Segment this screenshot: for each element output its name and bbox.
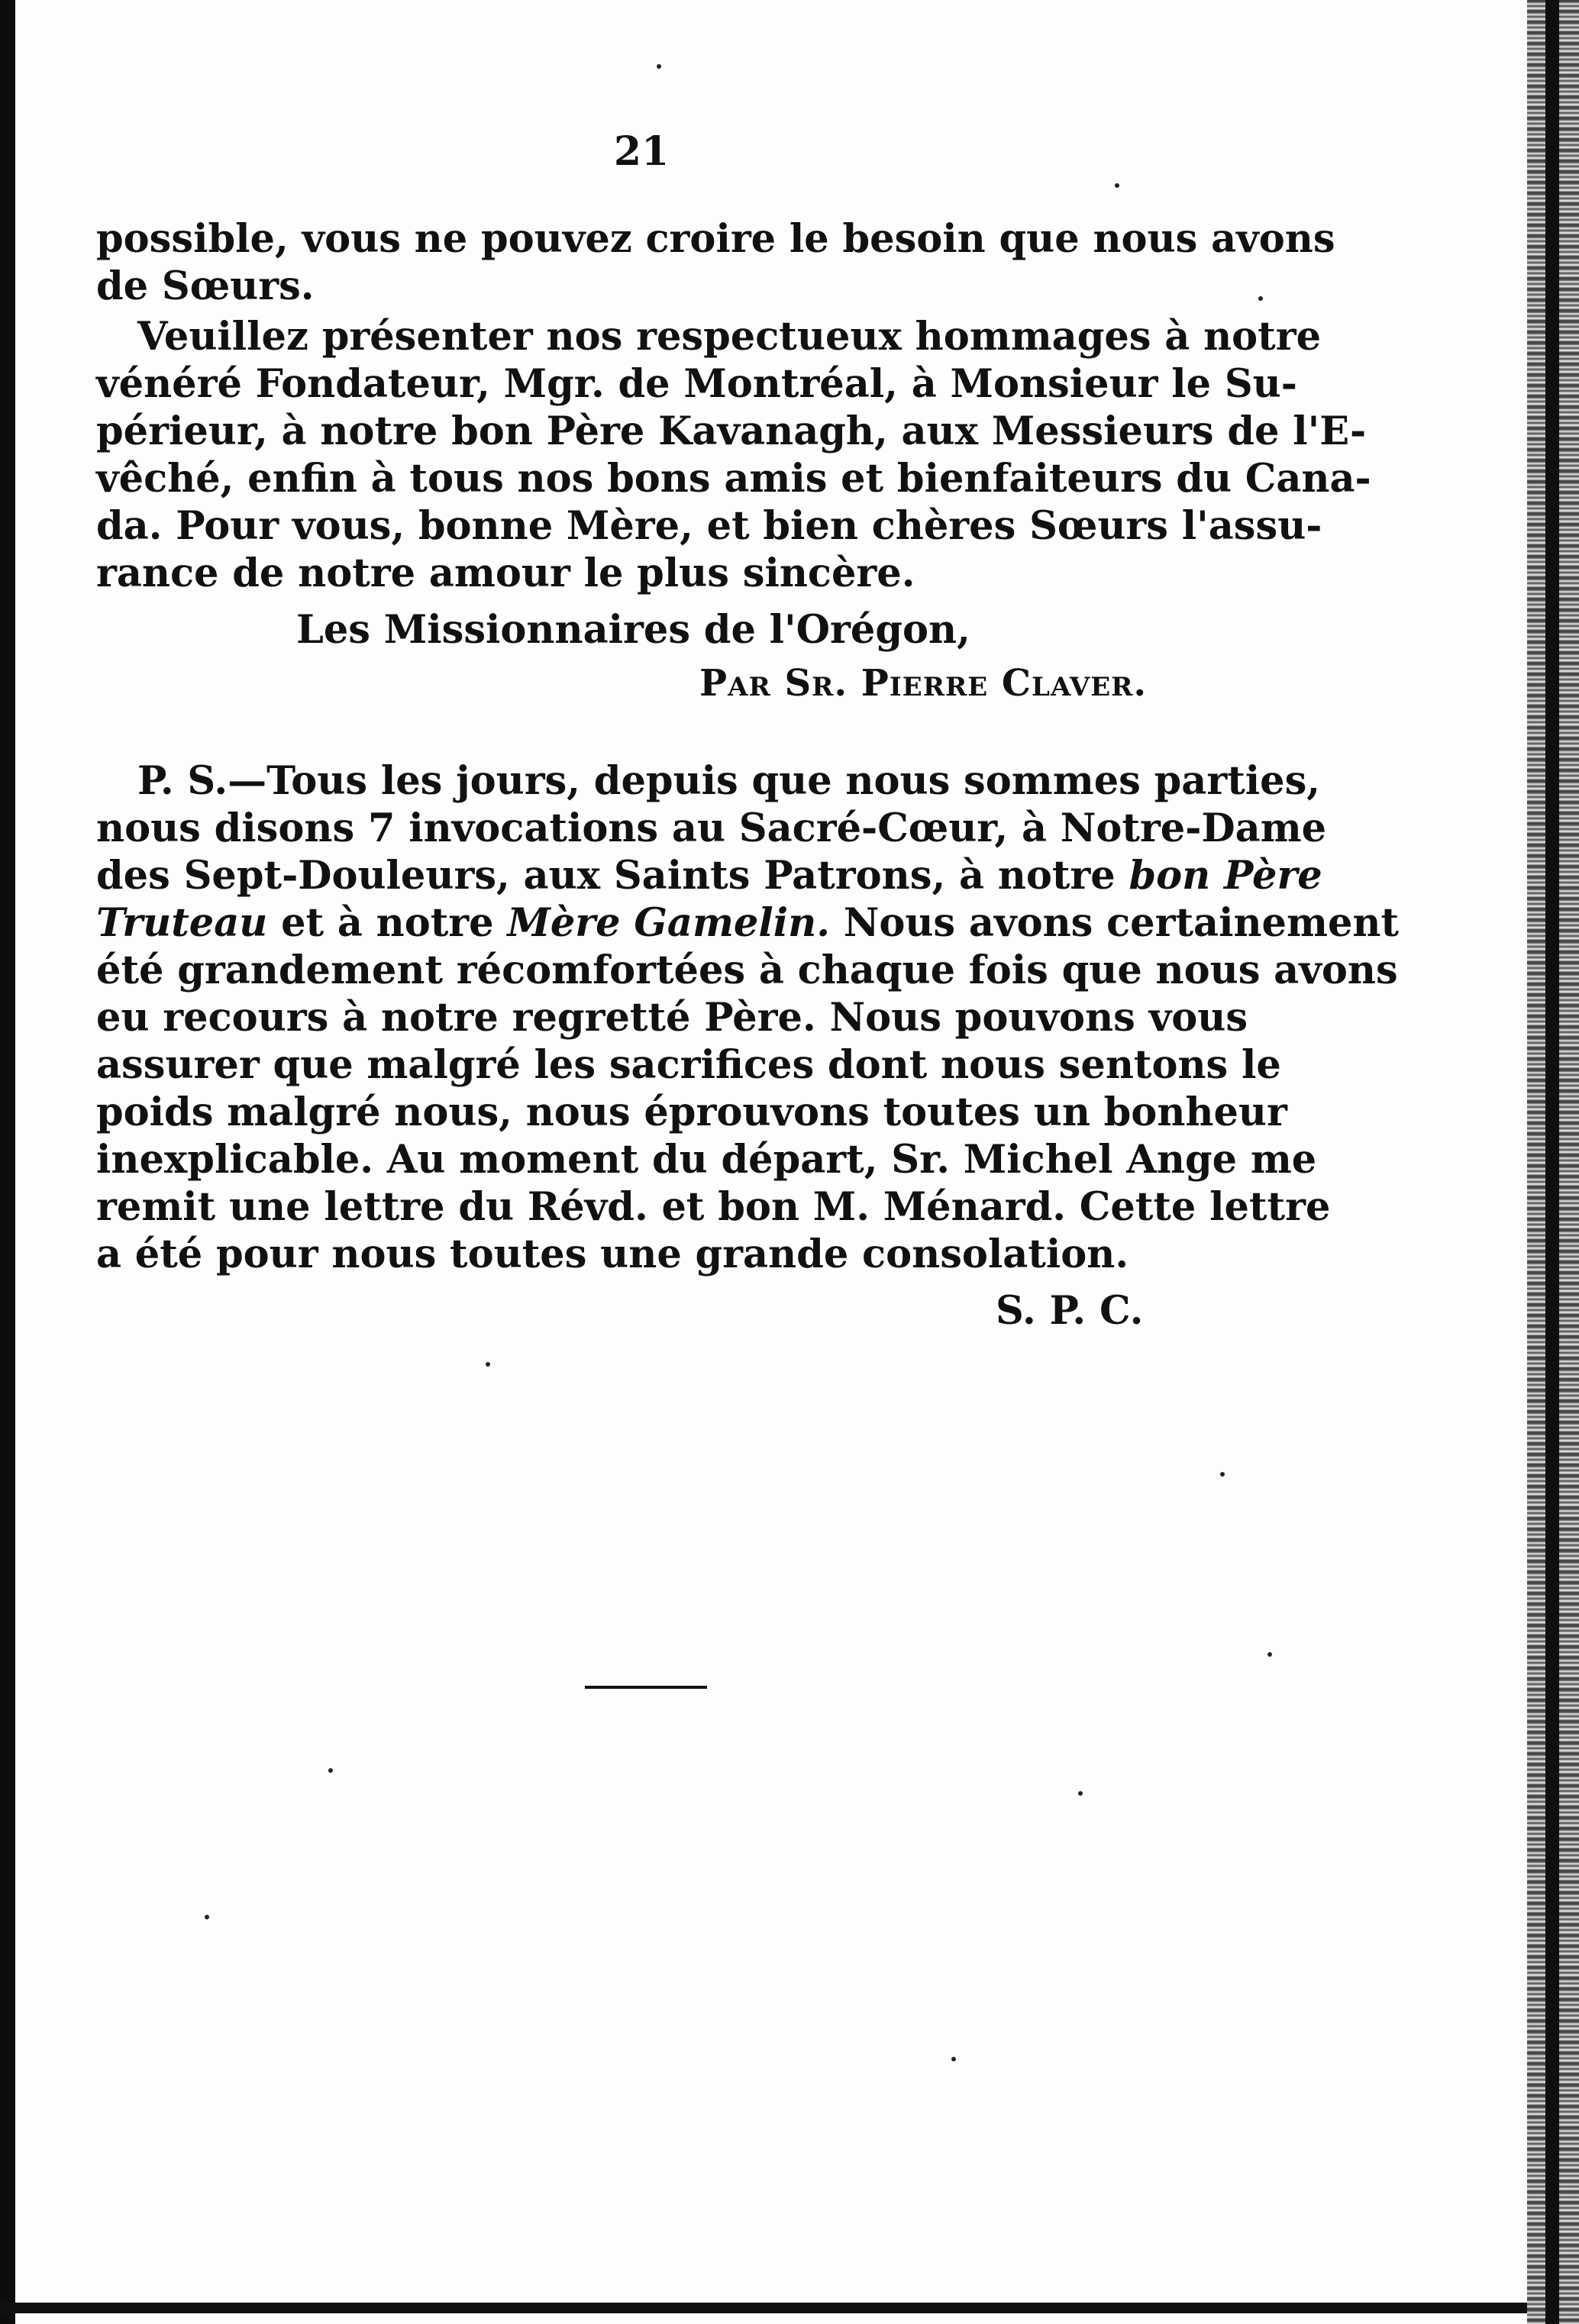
text-run: Nous avons certainement xyxy=(829,900,1400,946)
text-run: et à notre xyxy=(267,900,508,946)
postscript-line xyxy=(96,852,1322,899)
text-line: de Sœurs. xyxy=(96,263,315,309)
italic-run: Mère Gamelin. xyxy=(507,900,830,946)
postscript-line: été grandement récomfortées à chaque fois que nous avons xyxy=(96,947,1398,993)
text-line: périeur, à notre bon Père Kavanagh, aux Messieurs de l'E- xyxy=(96,408,1367,454)
text-line: Veuillez présenter nos respectueux hommages à notre xyxy=(137,314,1322,360)
scan-speck xyxy=(1115,183,1119,188)
text-line: vénéré Fondateur, Mgr. de Montréal, à Monsieur le Su- xyxy=(96,361,1297,407)
scan-speck xyxy=(1220,1472,1225,1477)
text-run: des Sept-Douleurs, aux Saints Patrons, à notre xyxy=(96,853,1129,899)
scan-speck xyxy=(486,1362,490,1367)
postscript-line: a été pour nous toutes une grande consolation. xyxy=(96,1231,1129,1277)
italic-run: Truteau xyxy=(96,900,268,946)
scan-speck xyxy=(951,2057,956,2061)
scan-speck xyxy=(1267,1652,1272,1657)
text-line: rance de notre amour le plus sincère. xyxy=(96,550,915,596)
postscript-line: P. S.—Tous les jours, depuis que nous sommes parties, xyxy=(137,758,1321,804)
scan-speck xyxy=(1078,1791,1083,1796)
page-number: 21 xyxy=(613,128,670,175)
postscript-line: remit une lettre du Révd. et bon M. Ménard. Cette lettre xyxy=(96,1184,1331,1230)
postscript-line: nous disons 7 invocations au Sacré-Cœur, à Notre-Dame xyxy=(96,805,1327,851)
scan-speck xyxy=(1258,296,1263,301)
section-divider xyxy=(585,1686,707,1689)
postscript-line: assurer que malgré les sacrifices dont nous sentons le xyxy=(96,1042,1281,1088)
postscript-line: inexplicable. Au moment du départ, Sr. Michel Ange me xyxy=(96,1137,1317,1183)
text-line: possible, vous ne pouvez croire le besoin que nous avons xyxy=(96,216,1335,262)
scan-speck xyxy=(657,64,661,69)
scan-speck xyxy=(205,1915,209,1919)
scan-border-right-inner xyxy=(1545,0,1559,2324)
postscript-line: poids malgré nous, nous éprouvons toutes un bonheur xyxy=(96,1089,1287,1135)
scan-speck xyxy=(328,1768,333,1773)
signature-initials: S. P. C. xyxy=(996,1288,1144,1334)
text-line: da. Pour vous, bonne Mère, et bien chères Sœurs l'assu- xyxy=(96,503,1322,549)
signature-line: Les Missionnaires de l'Orégon, xyxy=(296,607,970,653)
postscript-line xyxy=(96,899,1400,947)
signature-name: Par Sr. Pierre Claver. xyxy=(699,662,1148,705)
italic-run: bon Père xyxy=(1129,853,1322,899)
scan-border-bottom xyxy=(0,2303,1527,2313)
text-line: vêché, enfin à tous nos bons amis et bienfaiteurs du Cana- xyxy=(96,456,1371,502)
postscript-line: eu recours à notre regretté Père. Nous pouvons vous xyxy=(96,995,1248,1041)
scan-border-left xyxy=(0,0,15,2324)
